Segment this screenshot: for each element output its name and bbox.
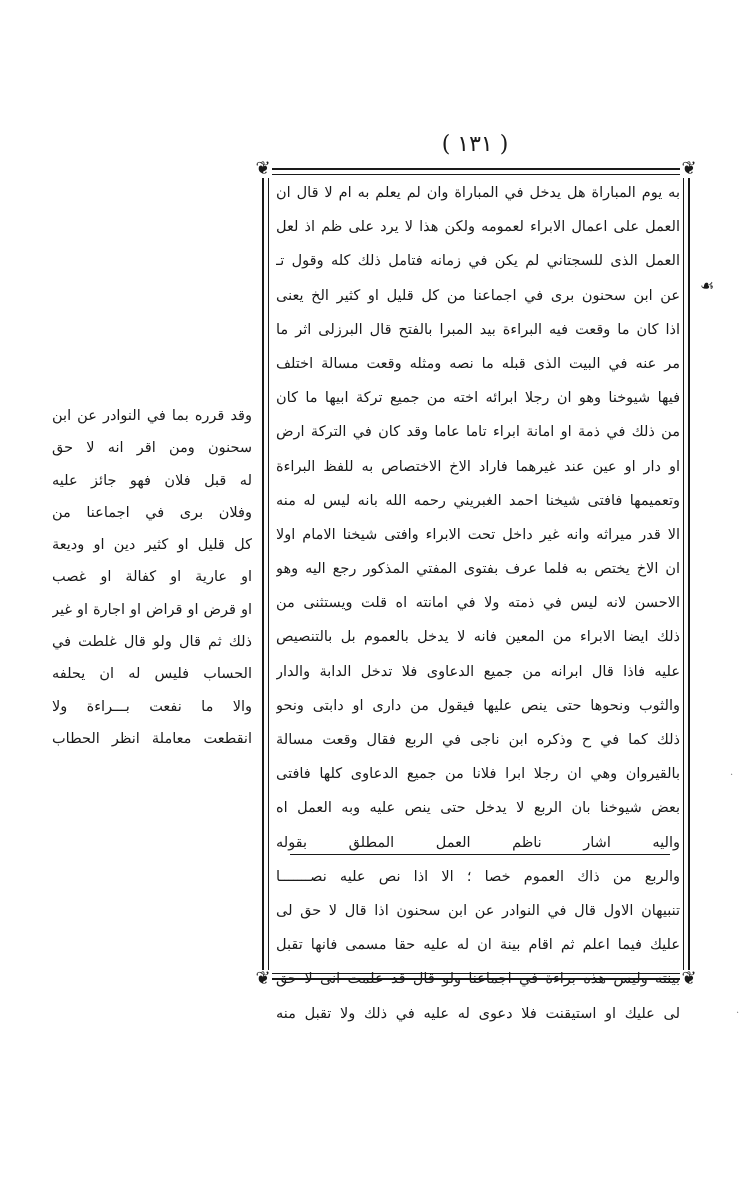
text-line: عليه فاذا قال ابرانه من جميع الدعاوى فلا تدخل الدابة والدار	[276, 663, 680, 680]
margin-line: وقد قرره بما في النوادر عن ابن	[52, 408, 252, 424]
text-line: العمل على اعمال الابراء لعمومه ولكن هذا لا يرد على ظم اذ لعل	[276, 219, 680, 236]
paper-speck: ·	[736, 1008, 740, 1019]
paper-speck: ·	[730, 770, 734, 781]
text-line: والربع من ذاك العموم خصا ؛ الا اذا نص عليه نصـــــــا	[276, 868, 680, 885]
side-ornament-icon: ☙	[700, 276, 715, 295]
margin-line: او عارية او كفالة او غصب	[52, 569, 252, 586]
text-line: ذلك ايضا الابراء من المعين فانه لا يدخل بالعموم بل بالتنصيص	[276, 629, 680, 646]
margin-line: له قبل فلان فهو جائز عليه	[52, 472, 252, 489]
main-body-text	[276, 176, 680, 1031]
corner-ornament-icon: ❦	[255, 968, 271, 989]
text-line: من ذلك في ذمة او امانة ابراء تاما عاما وقد كان في التركة ارض	[276, 424, 680, 441]
text-line: تنبيهان الاول قال في النوادر عن ابن سحنون اذا قال لا حق لى	[276, 902, 680, 919]
margin-line: كل قليل او كثير دين او وديعة	[52, 537, 252, 554]
margin-line: ذلك ثم قال ولو قال غلطت في	[52, 634, 252, 651]
margin-line: او قرض او قراض او اجارة او غير	[52, 601, 252, 618]
page-number: ( ١٣١ )	[441, 132, 509, 157]
margin-line: والا ما نفعت بـــراءة ولا	[52, 698, 252, 715]
text-line: الا قدر ميراثه وانه غير داخل تحت الابراء وافتى شيخنا الامام اولا	[276, 526, 680, 543]
text-line: لى عليك او استيقنت فلا دعوى له عليه في ذلك ولا تقبل منه	[276, 1005, 680, 1022]
text-line: اذا كان ما وقعت فيه البراءة بيد المبرا بالفتح قال البرزلى اثر ما	[276, 321, 680, 338]
corner-ornament-icon: ❦	[681, 968, 697, 989]
text-line: ذلك كما في ح وذكره ابن ناجى في الربع فقال وقعت مسالة	[276, 732, 680, 748]
margin-line: سحنون ومن اقر انه لا حق	[52, 440, 252, 457]
text-line: والثوب ونحوها حتى ينص عليها فيقول من دارى او دابتى ونحو	[276, 697, 680, 714]
text-line: بالقيروان وهي ان رجلا ابرا فلانا من جميع الدعاوى كلها فافتى	[276, 766, 680, 783]
text-line: عليك فيما اعلم ثم اقام بينة ان له عليه حقا مسمى فانها تقبل	[276, 937, 680, 954]
text-line: وتعميمها فافتى شيخنا احمد الغبريني رحمه الله بانه ليس له منه	[276, 492, 680, 509]
text-line: العمل الذى للسجتاني لم يكن في زمانه فتامل ذلك كله وقول تـ	[276, 253, 680, 270]
corner-ornament-icon: ❦	[255, 158, 271, 179]
text-line: الاحسن لانه ليس في ذمته ولا في امانته اه قلت ويستثنى من	[276, 595, 680, 612]
text-line: واليه اشار ناظم العمل المطلق بقوله	[276, 834, 680, 851]
margin-line: الحساب فليس له ان يحلفه	[52, 666, 252, 683]
text-line: بينته وليس هذه براءة في اجماعنا ولو قال قد علمت انى لا حق	[276, 971, 680, 988]
margin-line: وفلان برى في اجماعنا من	[52, 504, 252, 521]
text-line: فيها شيوخنا وهو ان رجلا ابرائه اخته من جميع تركة ابيها ما كان	[276, 390, 680, 407]
text-line: مر عنه في البيت الذى قبله ما نصه ومثله وقعت مسالة اختلف	[276, 355, 680, 372]
text-line: او دار او عين عند غيرهما فاراد الاخ الاختصاص به للفظ البراءة	[276, 458, 680, 475]
text-line: به يوم المباراة هل يدخل في المباراة وان لم يعلم به ام لا قال ان	[276, 185, 680, 201]
margin-line: انقطعت معاملة انظر الحطاب	[52, 730, 252, 747]
corner-ornament-icon: ❦	[681, 158, 697, 179]
margin-commentary	[52, 400, 252, 755]
text-line: بعض شيوخنا بان الربع لا يدخل حتى ينص عليه وبه العمل اه	[276, 800, 680, 817]
text-line: عن ابن سحنون برى في اجماعنا من كل قليل او كثير الخ يعنى	[276, 287, 680, 304]
text-line: ان الاخ يختص به فلما عرف بفتوى المفتي المذكور رجع اليه وهو	[276, 561, 680, 578]
